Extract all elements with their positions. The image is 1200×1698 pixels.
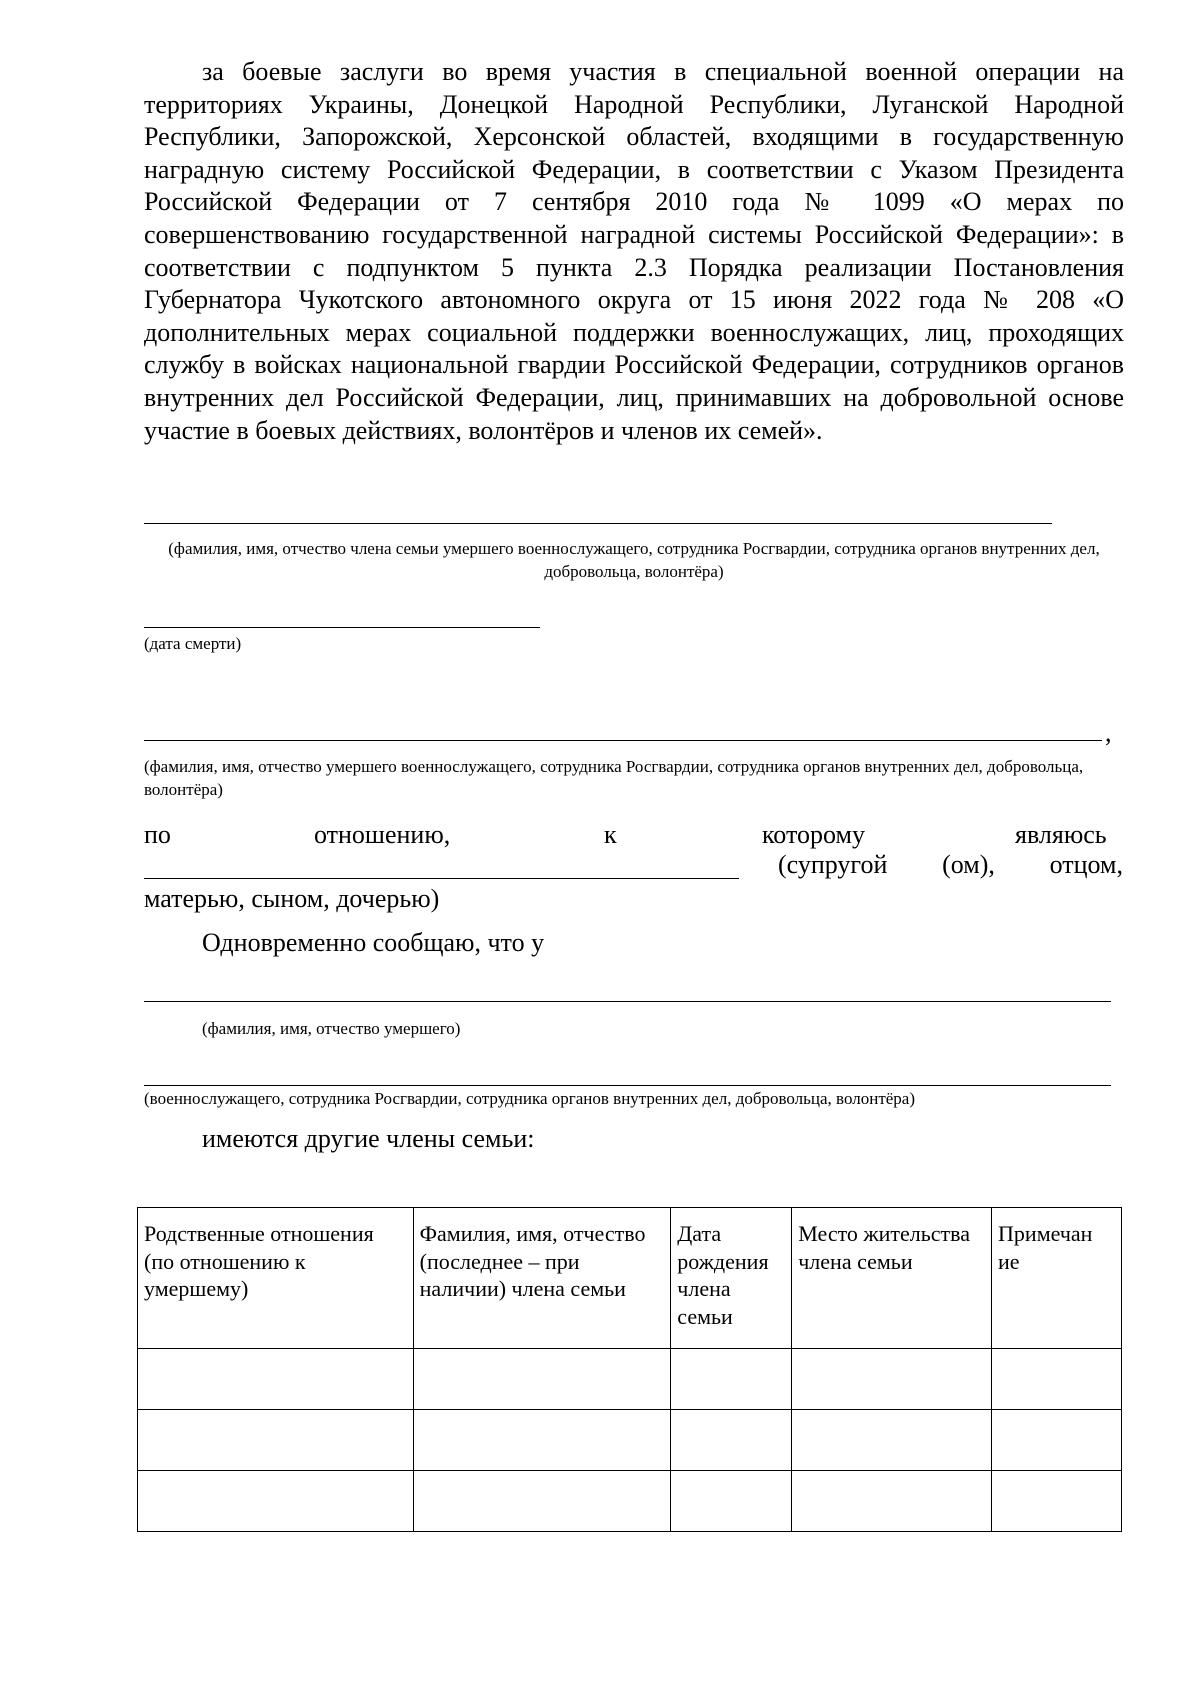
table-cell[interactable] bbox=[671, 1471, 792, 1532]
table-cell[interactable] bbox=[792, 1471, 992, 1532]
table-cell[interactable] bbox=[992, 1410, 1122, 1471]
table-cell[interactable] bbox=[671, 1349, 792, 1410]
death-date-line[interactable] bbox=[144, 627, 540, 628]
table-header-row bbox=[138, 1208, 1122, 1349]
table-cell[interactable] bbox=[671, 1410, 792, 1471]
deceased-fullname-line[interactable] bbox=[144, 1001, 1111, 1002]
table-cell[interactable] bbox=[413, 1410, 671, 1471]
table-cell[interactable] bbox=[792, 1410, 992, 1471]
family-members-table bbox=[137, 1207, 1122, 1532]
deceased-caption: (фамилия, имя, отчество умершего военнослужащего, сотрудника Росгвардии, сотрудника органов внутренних дел, добровольца, волонтёра) bbox=[144, 757, 1084, 799]
relation-word: отношению, bbox=[314, 820, 451, 849]
relation-word: по bbox=[144, 820, 171, 849]
table-cell[interactable] bbox=[138, 1471, 414, 1532]
table-row bbox=[138, 1349, 1122, 1410]
table-cell[interactable] bbox=[413, 1471, 671, 1532]
header-residence: Место жительства члена семьи bbox=[792, 1208, 992, 1349]
table-cell[interactable] bbox=[992, 1471, 1122, 1532]
header-note: Примечан ие bbox=[992, 1208, 1122, 1349]
deceased-name-line[interactable] bbox=[144, 740, 1102, 741]
death-date-caption: (дата смерти) bbox=[144, 634, 242, 653]
relation-word: которому bbox=[762, 820, 865, 849]
relation-word: к bbox=[604, 820, 617, 849]
table-row bbox=[138, 1471, 1122, 1532]
header-birth-date: Дата рождения члена семьи bbox=[671, 1208, 792, 1349]
table-cell[interactable] bbox=[138, 1349, 414, 1410]
main-paragraph-text: за боевые заслуги во время участия в специальной военной операции на территориях Украины, Донецкой Народной Республики, Луганской Народной Республики, Запорожской, Херсонской областей, входящими в государственную наградную систему Российской Федерации, в соответствии с Указом Президента Российской Федерации от 7 сентября 2010 года № 1099 «О мерах по совершенствованию государственной наградной системы Российской Федерации»: в соответствии с подпунктом 5 пункта 2.3 Порядка реализации Постановления Губернатора Чукотского автономного округа от 15 июня 2022 года № 208 «О дополнительных мерах социальной поддержки военнослужащих, лиц, проходящих службу в войсках национальной гвардии Российской Федерации, сотрудников органов внутренних дел Российской Федерации, лиц, принимавших на добровольной основе участие в боевых действиях, волонтёров и членов их семей». bbox=[144, 57, 1124, 445]
deceased-role-line[interactable] bbox=[144, 1085, 1111, 1086]
relation-line[interactable] bbox=[144, 878, 739, 879]
family-member-caption: (фамилия, имя, отчество члена семьи умершего военнослужащего, сотрудника Росгвардии, сотрудника органов внутренних дел, добровольца, волонтёра) bbox=[168, 539, 1100, 581]
table-cell[interactable] bbox=[792, 1349, 992, 1410]
deceased-name-caption: (фамилия, имя, отчество умершего) bbox=[202, 1019, 461, 1038]
relation-options: (супругой (ом), отцом, bbox=[778, 850, 1123, 879]
table-cell[interactable] bbox=[138, 1410, 414, 1471]
deceased-role-caption: (военнослужащего, сотрудника Росгвардии, сотрудника органов внутренних дел, добровольца, волонтёра) bbox=[144, 1089, 916, 1108]
also-report-text: Одновременно сообщаю, что у bbox=[202, 928, 545, 957]
relation-options-continued: матерью, сыном, дочерью) bbox=[144, 884, 440, 913]
table-cell[interactable] bbox=[413, 1349, 671, 1410]
table-row bbox=[138, 1410, 1122, 1471]
other-members-text: имеются другие члены семьи: bbox=[202, 1124, 535, 1153]
family-member-name-line[interactable] bbox=[144, 523, 1052, 524]
header-relationship: Родственные отношения (по отношению к умершему) bbox=[138, 1208, 414, 1349]
main-paragraph bbox=[144, 56, 1124, 447]
table-cell[interactable] bbox=[992, 1349, 1122, 1410]
header-full-name: Фамилия, имя, отчество (последнее – при наличии) члена семьи bbox=[413, 1208, 671, 1349]
comma: , bbox=[1105, 718, 1112, 747]
relation-word: являюсь bbox=[1015, 820, 1107, 849]
